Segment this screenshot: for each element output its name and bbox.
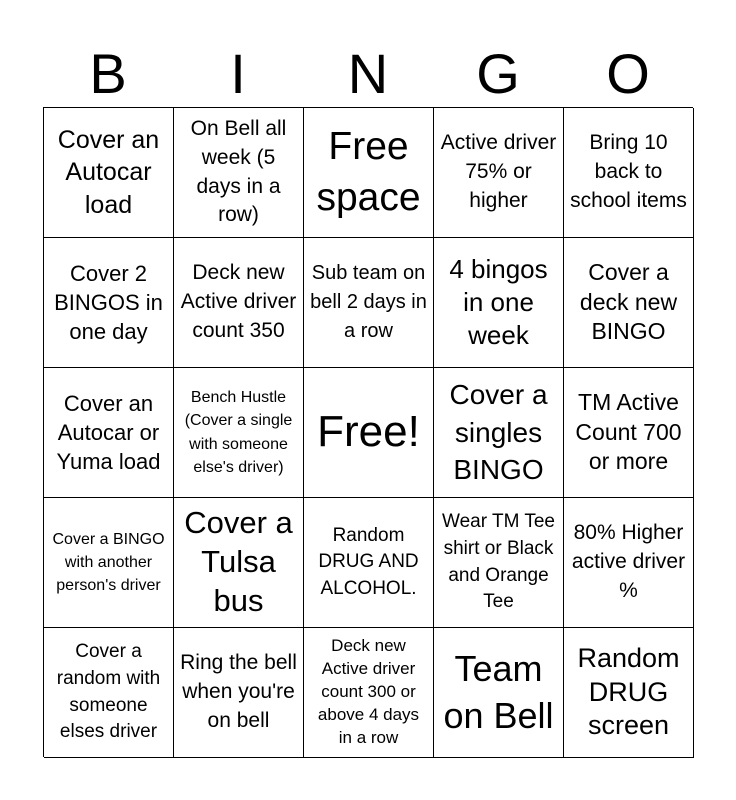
- bingo-cell[interactable]: [564, 628, 694, 758]
- bingo-cell[interactable]: [304, 108, 434, 238]
- cell-text: Cover a random with someone elses driver: [56, 641, 161, 743]
- cell-text: Team on Bell: [443, 647, 554, 736]
- cell-text: Wear TM Tee shirt or Black and Orange Tee: [442, 511, 555, 613]
- cell-text: Sub team on bell 2 days in a row: [310, 262, 427, 342]
- bingo-cell[interactable]: [304, 498, 434, 628]
- cell-text: Cover a singles BINGO: [449, 378, 548, 486]
- bingo-cell[interactable]: [174, 238, 304, 368]
- cell-text: Deck new Active driver count 350: [180, 261, 297, 342]
- cell-text: Active driver 75% or higher: [440, 131, 557, 212]
- bingo-cell[interactable]: [304, 628, 434, 758]
- header-letter-i: I: [230, 42, 246, 105]
- cell-text: On Bell all week (5 days in a row): [190, 116, 287, 227]
- header-letter-b: B: [89, 42, 127, 105]
- cell-text: Bring 10 back to school items: [570, 131, 687, 212]
- bingo-cell[interactable]: [174, 368, 304, 498]
- cell-text: Random DRUG AND ALCOHOL.: [318, 524, 419, 599]
- bingo-cell[interactable]: [44, 628, 174, 758]
- bingo-board: [43, 107, 693, 757]
- cell-text: Cover a deck new BINGO: [579, 258, 678, 345]
- bingo-cell[interactable]: [564, 498, 694, 628]
- bingo-cell[interactable]: [564, 238, 694, 368]
- cell-text: Cover a Tulsa bus: [184, 505, 293, 618]
- bingo-cell[interactable]: [174, 108, 304, 238]
- cell-text: Free!: [317, 407, 420, 457]
- cell-text: Cover an Autocar or Yuma load: [56, 390, 161, 475]
- bingo-cell[interactable]: [434, 108, 564, 238]
- bingo-cell[interactable]: [304, 368, 434, 498]
- bingo-cell[interactable]: [304, 238, 434, 368]
- cell-text: 80% Higher active driver %: [571, 521, 686, 602]
- header-letter-g: G: [476, 42, 520, 105]
- bingo-cell[interactable]: [174, 498, 304, 628]
- bingo-header: [43, 40, 693, 108]
- cell-text: Free space: [316, 124, 421, 219]
- header-letter-o: O: [606, 42, 650, 105]
- cell-text: Deck new Active driver count 300 or above 4 days in a row: [317, 636, 420, 747]
- cell-text: Random DRUG screen: [577, 642, 680, 741]
- bingo-cell[interactable]: [44, 238, 174, 368]
- bingo-cell[interactable]: [434, 628, 564, 758]
- bingo-cell[interactable]: [434, 368, 564, 498]
- cell-text: Cover an Autocar load: [57, 125, 160, 219]
- bingo-cell[interactable]: [434, 238, 564, 368]
- bingo-cell[interactable]: [174, 628, 304, 758]
- cell-text: TM Active Count 700 or more: [575, 388, 682, 475]
- cell-text: Ring the bell when you're on bell: [180, 651, 297, 732]
- bingo-cell[interactable]: [44, 368, 174, 498]
- bingo-cell[interactable]: [564, 368, 694, 498]
- bingo-cell[interactable]: [564, 108, 694, 238]
- bingo-cell[interactable]: [44, 108, 174, 238]
- cell-text: 4 bingos in one week: [449, 253, 548, 351]
- bingo-cell[interactable]: [44, 498, 174, 628]
- cell-text: Cover 2 BINGOS in one day: [54, 260, 163, 345]
- header-letter-n: N: [347, 42, 389, 105]
- cell-text: Cover a BINGO with another person's driver: [52, 530, 165, 595]
- cell-text: Bench Hustle (Cover a single with someone else's driver): [184, 389, 293, 476]
- bingo-cell[interactable]: [434, 498, 564, 628]
